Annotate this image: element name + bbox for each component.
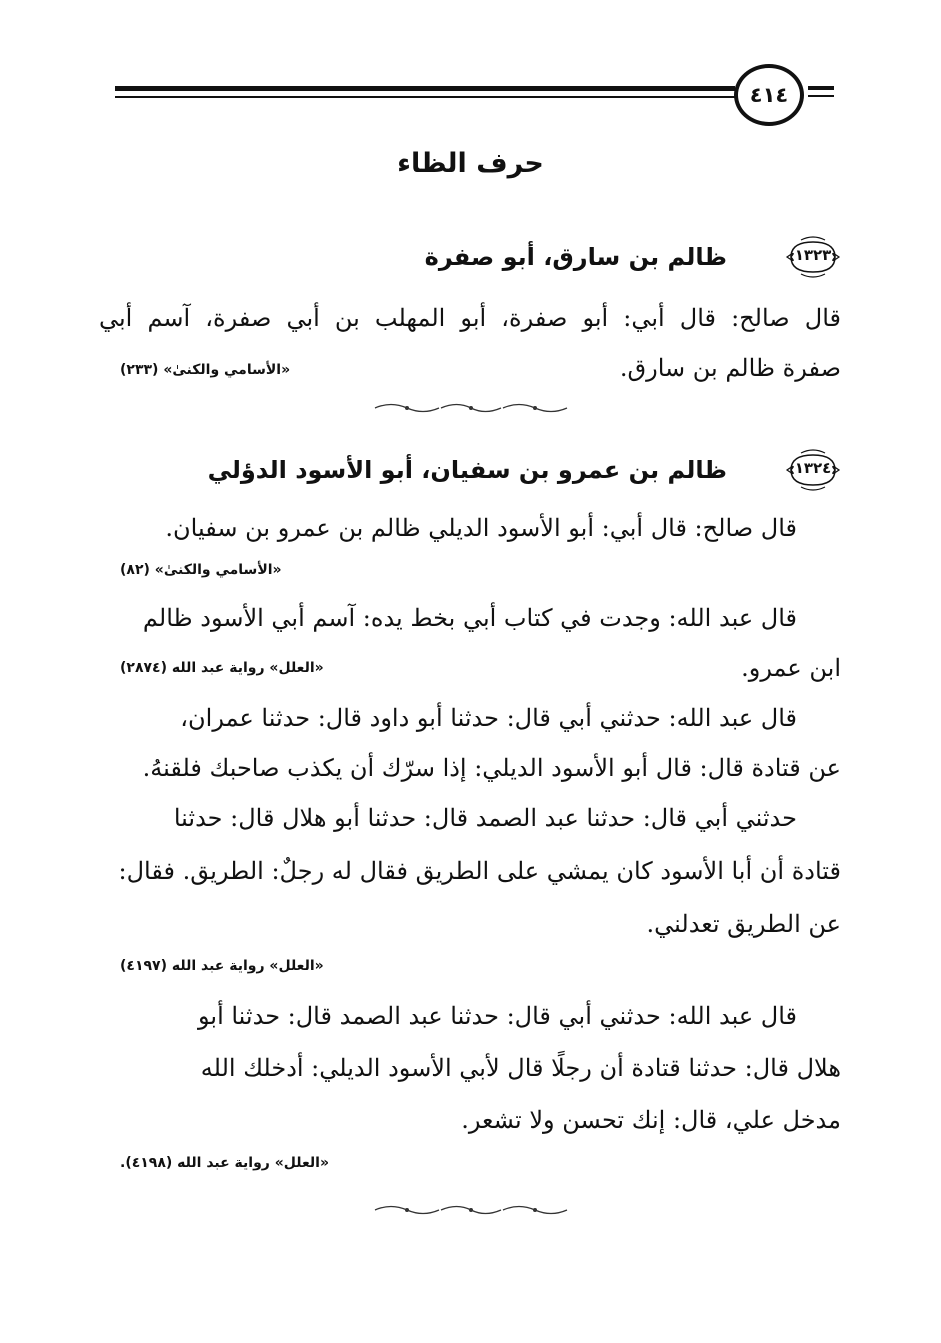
header-rule-tail <box>808 86 834 98</box>
text-line <box>99 990 841 1042</box>
paragraph-text: قال عبد الله: وجدت في كتاب أبي بخط يده: آسم أبي الأسود ظالم <box>142 604 797 632</box>
paragraph-text: حدثني أبي قال: حدثنا عبد الصمد قال: حدثنا أبو هلال قال: حدثنا <box>173 804 797 832</box>
source-reference: «العلل» رواية عبد الله (٢٨٧٤) <box>120 660 324 676</box>
entry-heading <box>101 445 841 495</box>
paragraph-text: قال صالح: قال أبي: أبو الأسود الديلي ظالم بن عمرو بن سفيان. <box>165 514 797 542</box>
text-line: قال صالح: قال أبي: أبو صفرة، أبو المهلب بن أبي صفرة، آسم أبي <box>99 304 841 332</box>
entry-heading <box>101 232 841 282</box>
chapter-title: حرف الظاء <box>397 148 544 179</box>
entry-number: ١٣٢٣ <box>794 246 832 264</box>
end-divider <box>0 1202 941 1216</box>
text-line <box>99 692 841 744</box>
text-line: هلال قال: حدثنا قتادة أن رجلًا قال لأبي الأسود الديلي: أدخلك الله <box>200 1054 841 1082</box>
text-line: ابن عمرو. <box>741 654 841 682</box>
paragraph-text: قال عبد الله: حدثني أبي قال: حدثنا أبو داود قال: حدثنا عمران، <box>180 704 797 732</box>
section-divider <box>0 400 941 414</box>
entry-title: ظالم بن سارق، أبو صفرة <box>424 243 727 271</box>
text-line <box>99 792 841 844</box>
ornament-divider-icon <box>371 1203 571 1217</box>
entry-number-badge <box>785 236 841 278</box>
page-number: ٤١٤ <box>734 64 804 126</box>
entry-title: ظالم بن عمرو بن سفيان، أبو الأسود الدؤلي <box>207 456 727 484</box>
ornament-divider-icon <box>371 401 571 415</box>
source-reference: «الأسامي والكنىٰ» (٢٣٣) <box>120 362 291 378</box>
entry-number-badge <box>785 449 841 491</box>
entry-number: ١٣٢٤ <box>794 459 832 477</box>
header-rule <box>115 86 735 106</box>
source-reference: «الأسامي والكنىٰ» (٨٢) <box>120 562 282 578</box>
text-line: عن الطريق تعدلني. <box>646 910 841 938</box>
text-line <box>99 502 841 554</box>
text-line: مدخل علي، قال: إنك تحسن ولا تشعر. <box>461 1106 841 1134</box>
text-line: عن قتادة قال: قال أبو الأسود الديلي: إذا سرّك أن يكذب صاحبك فلقنهُ. <box>142 754 841 782</box>
source-reference: «العلل» رواية عبد الله (٤١٩٨). <box>120 1155 329 1171</box>
text-line: صفرة ظالم بن سارق. <box>619 354 841 382</box>
text-line: قتادة أن أبا الأسود كان يمشي على الطريق فقال له رجلٌ: الطريق. فقال: <box>118 857 841 885</box>
paragraph-text: قال عبد الله: حدثني أبي قال: حدثنا عبد الصمد قال: حدثنا أبو <box>197 1002 797 1030</box>
text-line <box>99 592 841 644</box>
source-reference: «العلل» رواية عبد الله (٤١٩٧) <box>120 958 324 974</box>
